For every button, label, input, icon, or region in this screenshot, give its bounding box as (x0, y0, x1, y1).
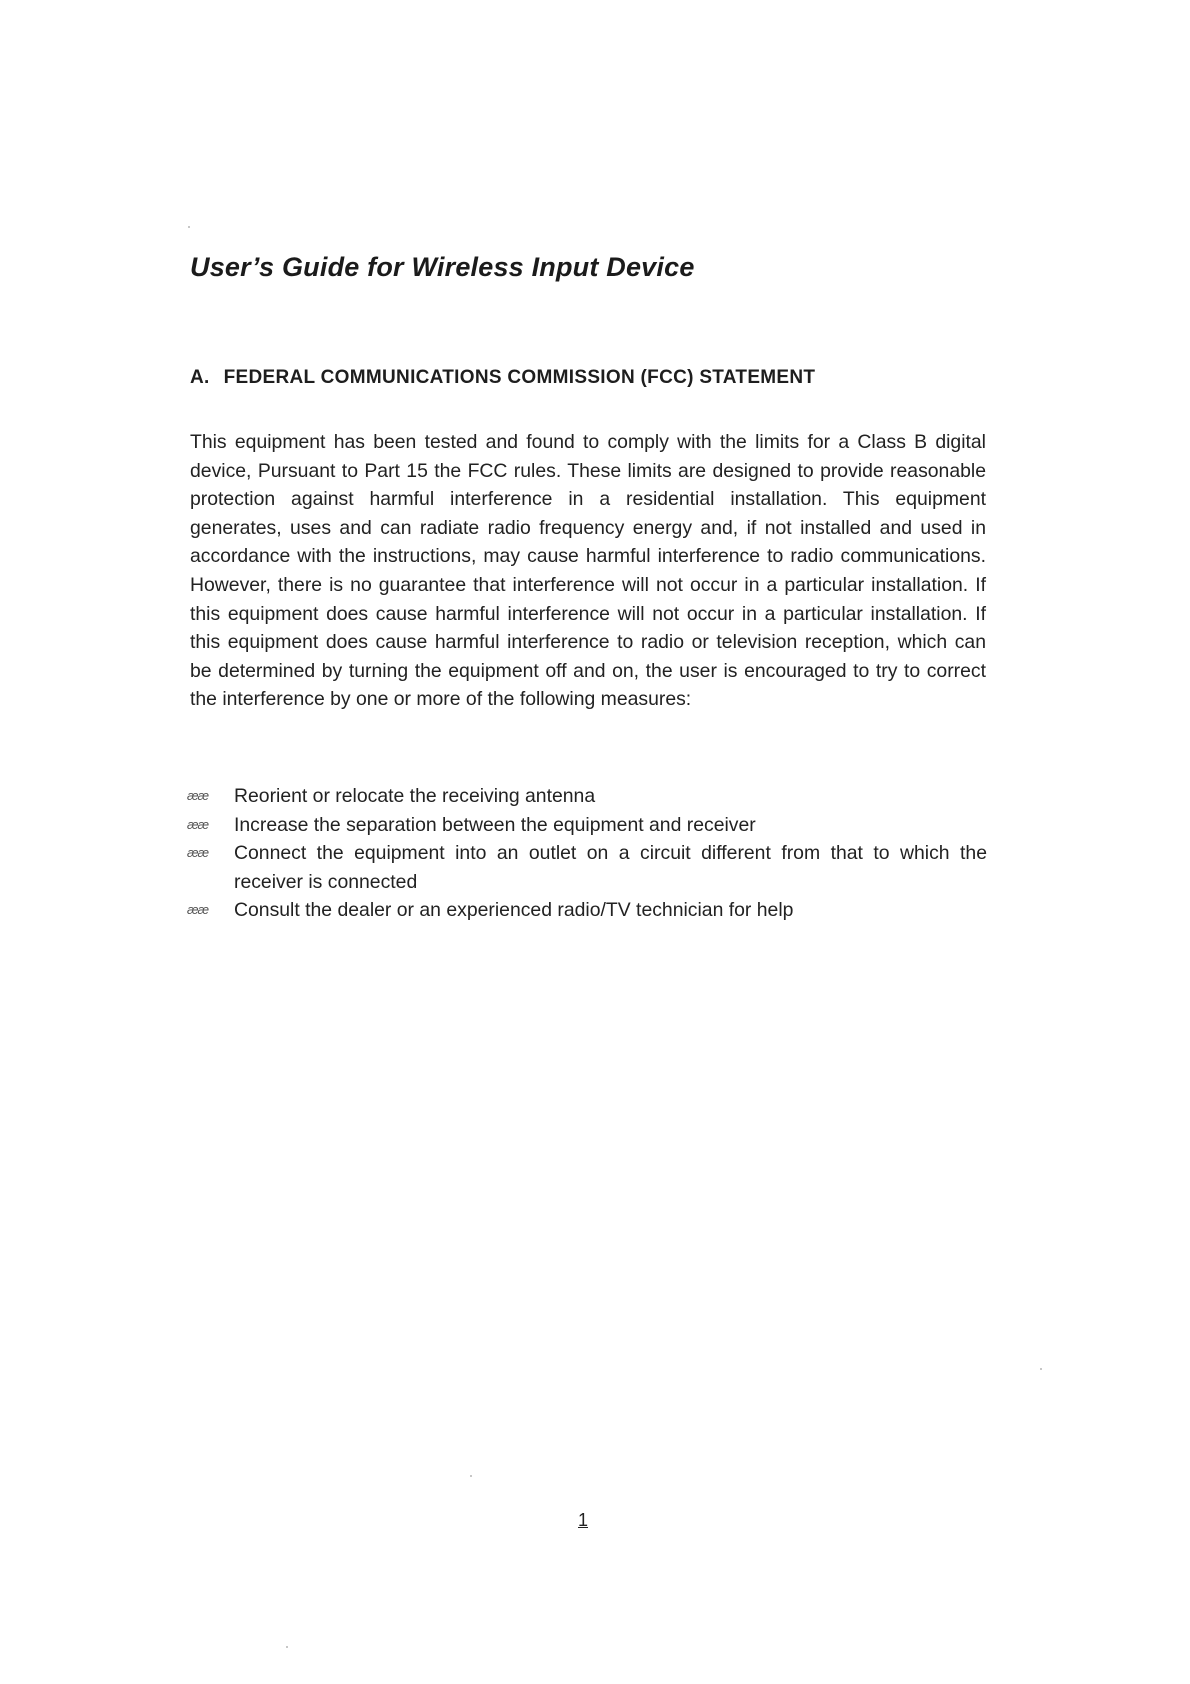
scan-speck (188, 226, 190, 228)
bullet-icon: ææ (187, 902, 209, 918)
page-number: 1 (578, 1510, 589, 1530)
list-item (187, 782, 987, 811)
list-item (187, 811, 987, 840)
measure-text: Consult the dealer or an experienced radio/TV technician for help (234, 899, 794, 922)
list-item (187, 896, 987, 925)
section-letter: A. (190, 367, 210, 388)
list-item (187, 839, 987, 896)
scan-speck (286, 1646, 288, 1648)
scan-speck (470, 1475, 472, 1477)
measure-text: Reorient or relocate the receiving antenna (234, 785, 596, 807)
section-heading-text: FEDERAL COMMUNICATIONS COMMISSION (FCC) STATEMENT (223, 367, 816, 388)
document-title: User’s Guide for Wireless Input Device (190, 252, 695, 282)
section-heading (190, 367, 815, 389)
bullet-icon: ææ (187, 816, 209, 832)
bullet-icon: ææ (187, 788, 209, 803)
fcc-statement-paragraph: This equipment has been tested and found to comply with the limits for a Class B digital device, Pursuant to Part 15 the FCC rules. These limits are designed to provide reasonable protection against harmful interference in a residential installation. This equipment generates, uses and can radiate radio frequency energy and, if not installed and used in accordance with the instructions, may cause harmful interference to radio communications. However, there is no guarantee that interference will not occur in a particular installation. If this equipment does cause harmful interference will not occur in a particular installation. If this equipment does cause harmful interference to radio or television reception, which can be determined by turning the equipment off and on, the user is encouraged to try to correct the interference by one or more of the following measures: (190, 431, 986, 711)
measure-text: Increase the separation between the equipment and receiver (234, 813, 756, 836)
measures-list (187, 782, 987, 925)
measure-text: Connect the equipment into an outlet on a circuit different from that to which the receiver is connected (234, 842, 987, 893)
bullet-icon: ææ (187, 845, 209, 861)
scan-speck (1040, 1368, 1042, 1370)
